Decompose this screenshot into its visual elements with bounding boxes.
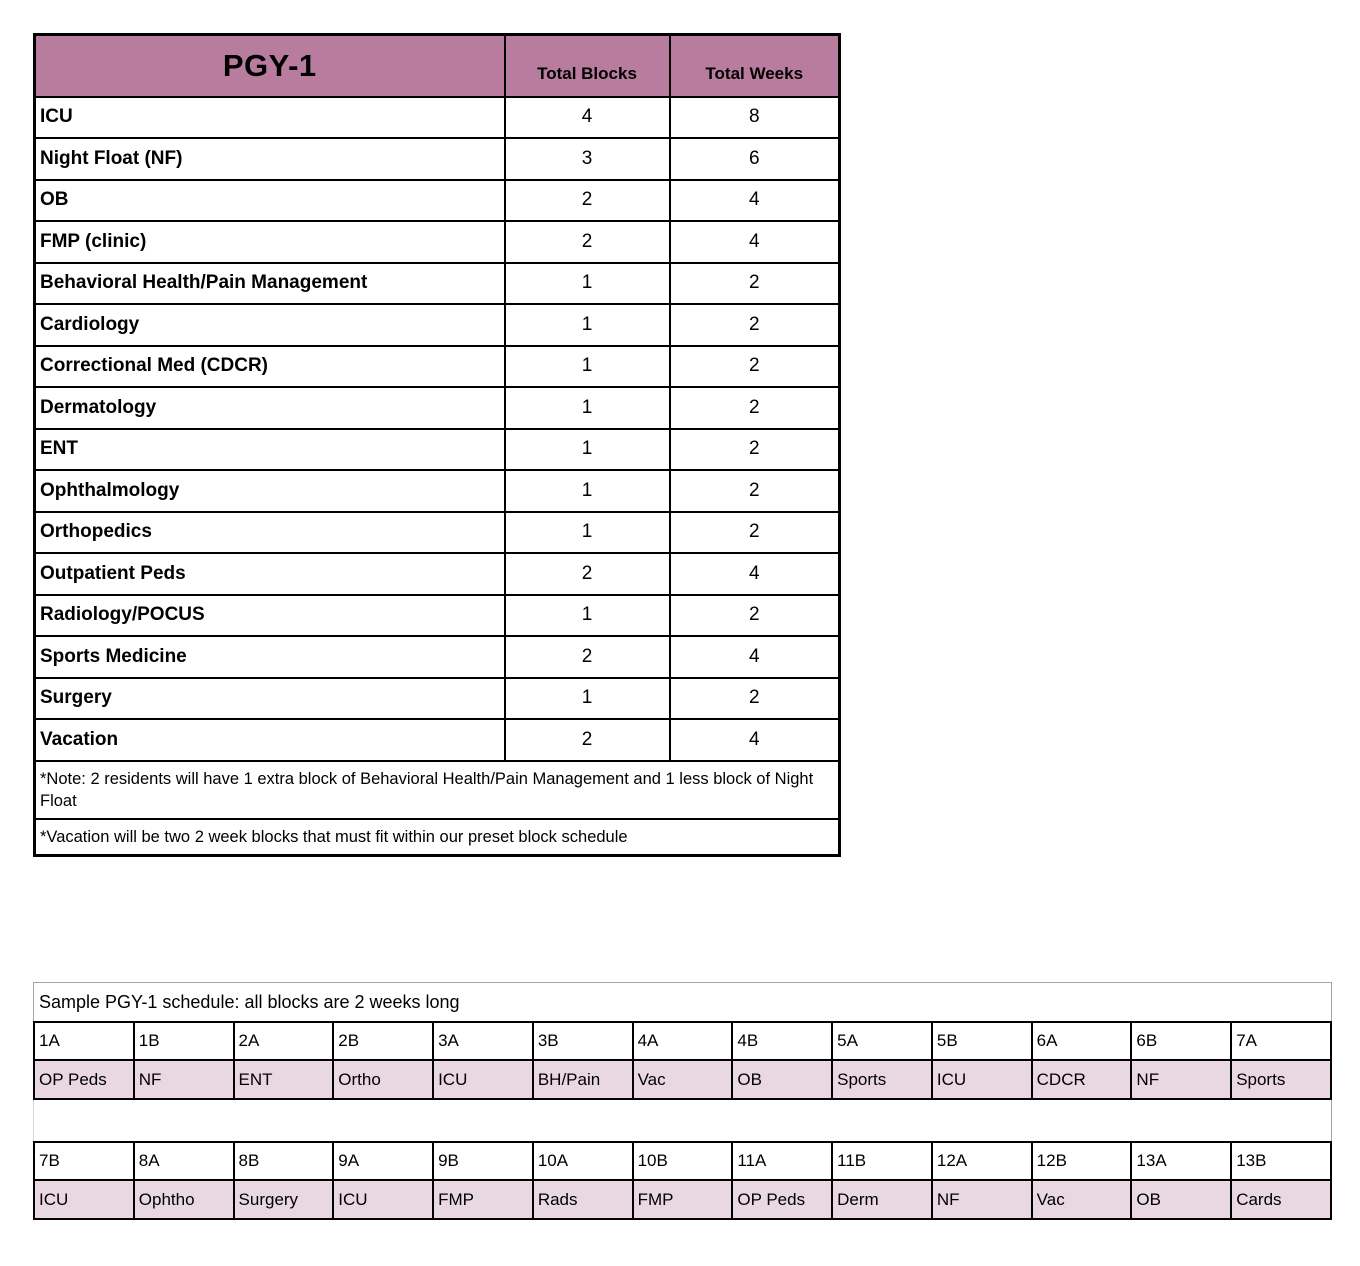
slot-label-row [34, 1022, 1331, 1060]
rotation-name: ICU [35, 97, 505, 139]
sample-schedule-band-2 [33, 1141, 1332, 1220]
slot-label: 1B [134, 1022, 234, 1060]
slot-label: 3A [433, 1022, 533, 1060]
rotation-weeks: 4 [670, 180, 840, 222]
rotation-weeks: 2 [670, 678, 840, 720]
slot-label: 13B [1231, 1142, 1331, 1180]
slot-label: 9A [333, 1142, 433, 1180]
slot-label: 10B [633, 1142, 733, 1180]
table-row [35, 221, 840, 263]
slot-label: 8B [234, 1142, 334, 1180]
rotation-weeks: 4 [670, 636, 840, 678]
rotation-name: Ophthalmology [35, 470, 505, 512]
rotation-name: ENT [35, 429, 505, 471]
slot-rotation: NF [932, 1180, 1032, 1219]
rotation-blocks: 1 [505, 263, 670, 305]
note-text: *Note: 2 residents will have 1 extra block of Behavioral Health/Pain Management and 1 less block of Night Float [35, 761, 840, 820]
rotation-weeks: 2 [670, 470, 840, 512]
note-row [35, 819, 840, 856]
rotation-blocks: 2 [505, 180, 670, 222]
slot-label: 5A [832, 1022, 932, 1060]
table-row [35, 346, 840, 388]
rotation-name: FMP (clinic) [35, 221, 505, 263]
slot-label: 11A [732, 1142, 832, 1180]
slot-rotation: OB [732, 1060, 832, 1099]
slot-rotation: FMP [633, 1180, 733, 1219]
table-row [35, 678, 840, 720]
rotation-name: Correctional Med (CDCR) [35, 346, 505, 388]
slot-rotation: Cards [1231, 1180, 1331, 1219]
rotation-blocks: 2 [505, 636, 670, 678]
rotation-name: Surgery [35, 678, 505, 720]
rotation-weeks: 6 [670, 138, 840, 180]
table-row [35, 429, 840, 471]
slot-label: 7A [1231, 1022, 1331, 1060]
rotation-blocks: 1 [505, 678, 670, 720]
rotation-weeks: 2 [670, 387, 840, 429]
slot-rotation: NF [1131, 1060, 1231, 1099]
slot-label: 4A [633, 1022, 733, 1060]
table-row [35, 470, 840, 512]
slot-rotation: Surgery [234, 1180, 334, 1219]
rotation-weeks: 4 [670, 553, 840, 595]
sample-schedule-title: Sample PGY-1 schedule: all blocks are 2 weeks long [33, 982, 1332, 1021]
table-row [35, 719, 840, 761]
slot-rotation: Sports [832, 1060, 932, 1099]
slot-label: 6B [1131, 1022, 1231, 1060]
slot-label: 1A [34, 1022, 134, 1060]
slot-rotation: NF [134, 1060, 234, 1099]
slot-label: 10A [533, 1142, 633, 1180]
rotation-blocks: 1 [505, 512, 670, 554]
sample-schedule-band-1 [33, 1021, 1332, 1100]
rotation-blocks: 2 [505, 719, 670, 761]
rotation-name: Outpatient Peds [35, 553, 505, 595]
slot-label: 5B [932, 1022, 1032, 1060]
rotation-name: Vacation [35, 719, 505, 761]
slot-value-row [34, 1060, 1331, 1099]
total-blocks-header: Total Blocks [505, 35, 670, 97]
slot-rotation: ICU [932, 1060, 1032, 1099]
rotation-weeks: 2 [670, 429, 840, 471]
slot-rotation: OB [1131, 1180, 1231, 1219]
table-row [35, 97, 840, 139]
table-row [35, 180, 840, 222]
table-row [35, 263, 840, 305]
rotation-weeks: 2 [670, 263, 840, 305]
slot-label: 2A [234, 1022, 334, 1060]
table-row [35, 138, 840, 180]
table-row [35, 636, 840, 678]
slot-rotation: Vac [633, 1060, 733, 1099]
slot-rotation: Derm [832, 1180, 932, 1219]
slot-label-row [34, 1142, 1331, 1180]
slot-label: 11B [832, 1142, 932, 1180]
slot-rotation: OP Peds [732, 1180, 832, 1219]
rotation-weeks: 4 [670, 221, 840, 263]
rotation-weeks: 2 [670, 346, 840, 388]
rotation-blocks: 1 [505, 304, 670, 346]
rotation-weeks: 2 [670, 512, 840, 554]
slot-rotation: ICU [333, 1180, 433, 1219]
slot-rotation: ICU [433, 1060, 533, 1099]
table-row [35, 595, 840, 637]
rotation-blocks: 3 [505, 138, 670, 180]
slot-label: 12A [932, 1142, 1032, 1180]
slot-rotation: Rads [533, 1180, 633, 1219]
slot-label: 9B [433, 1142, 533, 1180]
rotation-blocks: 1 [505, 429, 670, 471]
rotation-blocks: 1 [505, 387, 670, 429]
table-title: PGY-1 [35, 35, 505, 97]
slot-rotation: Sports [1231, 1060, 1331, 1099]
slot-label: 2B [333, 1022, 433, 1060]
slot-label: 4B [732, 1022, 832, 1060]
total-weeks-header: Total Weeks [670, 35, 840, 97]
header-row [35, 35, 840, 97]
rotation-blocks: 2 [505, 553, 670, 595]
rotation-name: OB [35, 180, 505, 222]
slot-rotation: Ortho [333, 1060, 433, 1099]
table-row [35, 553, 840, 595]
rotation-name: Radiology/POCUS [35, 595, 505, 637]
note-row [35, 761, 840, 820]
slot-rotation: BH/Pain [533, 1060, 633, 1099]
table-row [35, 304, 840, 346]
pgy1-rotation-table [33, 33, 838, 857]
table-row [35, 387, 840, 429]
slot-label: 3B [533, 1022, 633, 1060]
rotation-name: Behavioral Health/Pain Management [35, 263, 505, 305]
table-row [35, 512, 840, 554]
rotation-blocks: 1 [505, 346, 670, 388]
vacation-note-text: *Vacation will be two 2 week blocks that must fit within our preset block schedule [35, 819, 840, 856]
schedule-gap-row [33, 1100, 1332, 1141]
rotation-weeks: 2 [670, 595, 840, 637]
slot-rotation: OP Peds [34, 1060, 134, 1099]
rotation-blocks: 2 [505, 221, 670, 263]
rotation-name: Sports Medicine [35, 636, 505, 678]
rotation-weeks: 4 [670, 719, 840, 761]
rotation-weeks: 2 [670, 304, 840, 346]
rotation-weeks: 8 [670, 97, 840, 139]
slot-label: 13A [1131, 1142, 1231, 1180]
slot-rotation: ICU [34, 1180, 134, 1219]
slot-label: 6A [1032, 1022, 1132, 1060]
rotation-blocks: 1 [505, 470, 670, 512]
slot-rotation: FMP [433, 1180, 533, 1219]
slot-rotation: ENT [234, 1060, 334, 1099]
slot-rotation: Ophtho [134, 1180, 234, 1219]
sample-schedule-section [33, 982, 1332, 1220]
rotation-blocks: 1 [505, 595, 670, 637]
rotation-name: Night Float (NF) [35, 138, 505, 180]
rotation-name: Orthopedics [35, 512, 505, 554]
slot-label: 12B [1032, 1142, 1132, 1180]
rotation-blocks: 4 [505, 97, 670, 139]
slot-label: 8A [134, 1142, 234, 1180]
rotation-name: Cardiology [35, 304, 505, 346]
slot-rotation: CDCR [1032, 1060, 1132, 1099]
slot-rotation: Vac [1032, 1180, 1132, 1219]
rotation-name: Dermatology [35, 387, 505, 429]
slot-value-row [34, 1180, 1331, 1219]
slot-label: 7B [34, 1142, 134, 1180]
